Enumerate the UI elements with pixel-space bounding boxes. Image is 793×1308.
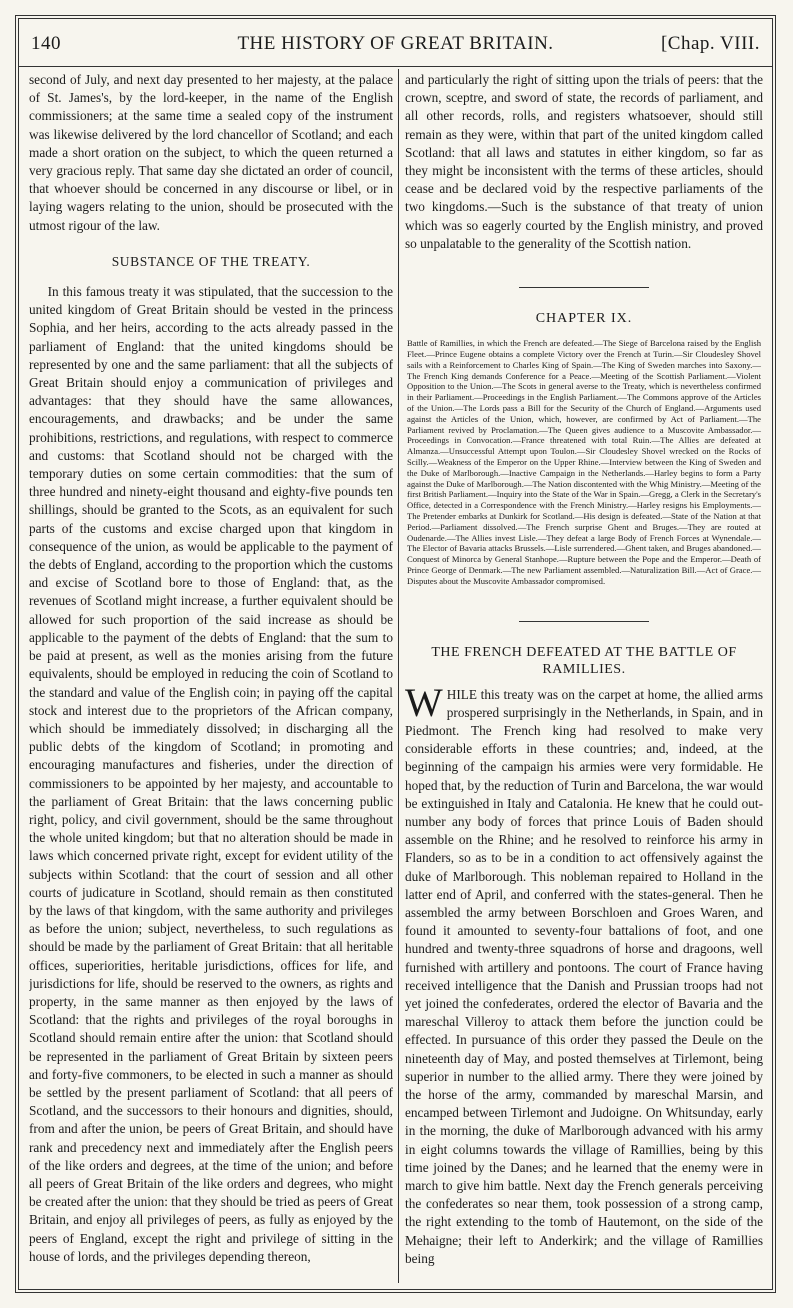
header-rule [19, 66, 772, 67]
page-number: 140 [31, 33, 61, 54]
running-header [19, 33, 772, 63]
paragraph: In this famous treaty it was stipulated, that the succession to the united kingdom of Great Britain should be vested in the princess Sophia, and her heirs, according to the acts already passed in the parliament of England: that the united kingdoms should be represented by one and the same parliament: that all the subjects of Great Britain should enjoy a communication of privileges and advantages: that they should have the same allowances, encouragements, and drawbacks; and be under the same prohibitions, restrictions, and regulations, with respect to commerce and customs: that Scotland should not be charged with the temporary duties on some certain commodities: that the sum of three hundred and ninety-eight thousand and eighty-five pounds ten shillings, should be granted to the Scots, as an equivalent for such parts of the customs and excise charged upon that kingdom in consequence of the union, as would be applicable to the payment of the debts of England, according to the proportion which the customs and excise of Scotland bore to those of England: that, as the revenues of Scotland might increase, a further equivalent should be allowed for such proportion of the said increase as should be applicable to the payment of the debts of England: that the sum to be paid at present, as well as the monies arising from the future equivalents, should be employed in reducing the coin of Scotland to the standard and value of the English coin; in paying off the capital stock and interest due to the proprietors of the African company, which should be immediately dissolved; in discharging all the public debts of the kingdom of Scotland; in promoting and encouraging manufactures and fisheries, under the direction of commissioners to be appointed by her majesty, and accountable to the parliament of Great Britain: that the laws concerning public right, policy, and civil government, should be the same throughout the whole united kingdom; but that no alteration should be made in laws which concerned private right, except for evident utility of the subjects within Scotland: that the court of session and all other courts of judicature in Scotland, should remain as then constituted by the laws of that kingdom, with the same authority and privileges as before the union; subject, nevertheless, to such regulations as should be made by the parliament of Great Britain: that all heritable offices, superiorities, heritable jurisdictions, offices for life, and jurisdictions for life, should be reserved to the owners, as rights and property, in the same manner as then enjoyed by the laws of Scotland: that the rights and privileges of the royal boroughs in Scotland should remain entire after the union: that Scotland should be represented in the parliament of Great Britain by sixteen peers and forty-five commoners, to be elected in such a manner as should be settled by the present parliament of Scotland: that all peers of Scotland, and the successors to their honours and dignities, should, from and after the union, be peers of Great Britain, and should have rank and precedency next and immediately after the English peers of the like orders and degrees, at the time of the union; and before all peers of Great Britain of the like orders and degrees, who might be created after the union: that they should be tried as peers of Great Britain, and enjoy all privileges of peers, as fully as enjoyed by the peers of England, except the right and privilege of sitting in the house of lords, and the privileges depending thereon, [29, 284, 393, 1264]
section-heading: SUBSTANCE OF THE TREATY. [111, 253, 311, 269]
left-column [29, 71, 393, 1283]
right-column [405, 71, 763, 1283]
drop-cap: W [405, 679, 443, 725]
paragraph [405, 679, 763, 1269]
chapter-synopsis: Battle of Ramillies, in which the French are defeated.—The Siege of Barcelona raised by the English Fleet.—Prince Eugene obtains a complete Victory over the French at Turin.—Sir Cloudesley Shovel sails with a Reinforcement to Charles King of Spain.—The King of Sweden marches into Saxony.—The French King demands Conference for a Peace.—Meeting of the Scottish Parliament.—Violent Opposition to the Union.—The Scots in general averse to the Treaty, which is nevertheless confirmed in their Parliament.—Proceedings in the English Parliament.—The Commons approve of the Articles of the Union.—The Lords pass a Bill for the Security of the Church of England.—Arguments used against the Articles of the Union, which, however, are confirmed by Act of Parliament.—The Parliament revived by Proclamation.—The Queen gives audience to a Muscovite Ambassador.—Proceedings in Convocation.—France threatened with total Ruin.—The Allies are defeated at Almanza.—Unsuccessful Attempt upon Toulon.—Sir Cloudesley Shovel wrecked on the Rocks of Scilly.—Weakness of the Emperor on the Upper Rhine.—Interview between the King of Sweden and the Duke of Marlborough.—Inactive Campaign in the Netherlands.—Harley begins to form a Party against the Duke of Marlborough.—The Nation discontented with the Whig Ministry.—Meeting of the first British Parliament.—Inquiry into the State of the War in Spain.—Gregg, a Clerk in the Secretary's Office, detected in a Correspondence with the French Ministry.—Harley resigns his Employments.—The Pretender embarks at Dunkirk for Scotland.—His design is defeated.—State of the Nation at that Period.—Parliament dissolved.—The French surprise Ghent and Bruges.—They are routed at Oudenarde.—The Allies invest Lisle.—They defeat a large Body of French Forces at Wynendale.—The Elector of Bavaria attacks Brussels.—Lisle surrendered.—Ghent taken, and Bruges abandoned.—Conquest of Minorca by General Stanhope.—Rupture between the Pope and the Emperor.—Death of Prince George of Denmark.—The new Parliament assembled.—Naturalization Bill.—Act of Grace.—Disputes about the Muscovite Ambassador compromised. [407, 338, 761, 586]
paragraph: second of July, and next day presented to her majesty, at the palace of St. James's, by the lord-keeper, in the name of the English commissioners; at the same time a sealed copy of the instrument was likewise delivered by the lord chancellor of Scotland; and each made a short oration on the subject, to which the queen returned a very gracious reply. That same day she dictated an order of council, that whoever should be concerned in any discourse or libel, or in laying wagers relating to the union, should be prosecuted with the utmost rigour of the law. [29, 72, 393, 233]
paragraph: and particularly the right of sitting upon the trials of peers: that the crown, sceptre, and sword of state, the records of parliament, and all other records, rolls, and registers whatsoever, should still remain as they were, within that part of the united kingdom called Scotland: that all laws and statutes in either kingdom, so far as they might be inconsistent with the terms of these articles, should cease and be declared void by the respective parliaments of the two kingdoms.—Such is the substance of that treaty of union which was so eagerly courted by the English ministry, and proved so unpalatable to the generality of the Scottish nation. [405, 72, 763, 251]
section-heading: THE FRENCH DEFEATED AT THE BATTLE OF RAMILLIES. [431, 644, 737, 677]
chapter-heading: CHAPTER IX. [535, 311, 633, 327]
paragraph-text: HILE this treaty was on the carpet at home, the allied arms prospered surprisingly in the Netherlands, in Spain, and in Piedmont. The French king had resolved to make very considerable efforts in these countries; and, indeed, at the beginning of the campaign his armies were very formidable. He hoped that, by the reduction of Turin and Barcelona, the war would be extinguished in Italy and Catalonia. He knew that he could out-number any body of forces that prince Louis of Baden should assemble on the Rhine; and he resolved to reinforce his army in Flanders, so as to be in a condition to act offensively against the duke of Marlborough. This nobleman repaired to Holland in the latter end of April, and conferred with the states-general. Then he assembled the army between Borschloen and Groes Waren, and found it amounted to seventy-four battalions of foot, and one hundred and twenty-three squadrons of horse and dragoons, well furnished with artillery and pontoons. The court of France having received intelligence that the Danish and Prussian troops had not yet joined the confederates, ordered the elector of Bavaria and the mareschal Villeroy to attack them before the junction could be effected. In pursuance of this order they passed the Deule on the nineteenth day of May, and posted themselves at Tirlemont, being superior in number to the allied army. There they were joined by the horse of the army, commanded by mareschal Marsin, and encamped between Tirlemont and Judoigne. On Whitsunday, early in the morning, the duke of Marlborough advanced with his army in eight columns towards the village of Ramillies, being by this time joined by the Danes; and he learned that the enemy were in march to give him battle. Next day the French generals perceiving the confederates so near them, took possession of a strong camp, the right extending to the tomb of Hautemont, on the side of the Mehaigne; their left to Anderkirk; and the village of Ramillies being [405, 686, 763, 1266]
separator-rule [519, 621, 649, 622]
separator-rule [519, 287, 649, 288]
chapter-marker: [Chap. VIII. [660, 33, 760, 54]
column-divider [398, 69, 399, 1283]
running-title: THE HISTORY OF GREAT BRITAIN. [237, 33, 554, 54]
page-frame [18, 18, 773, 1290]
